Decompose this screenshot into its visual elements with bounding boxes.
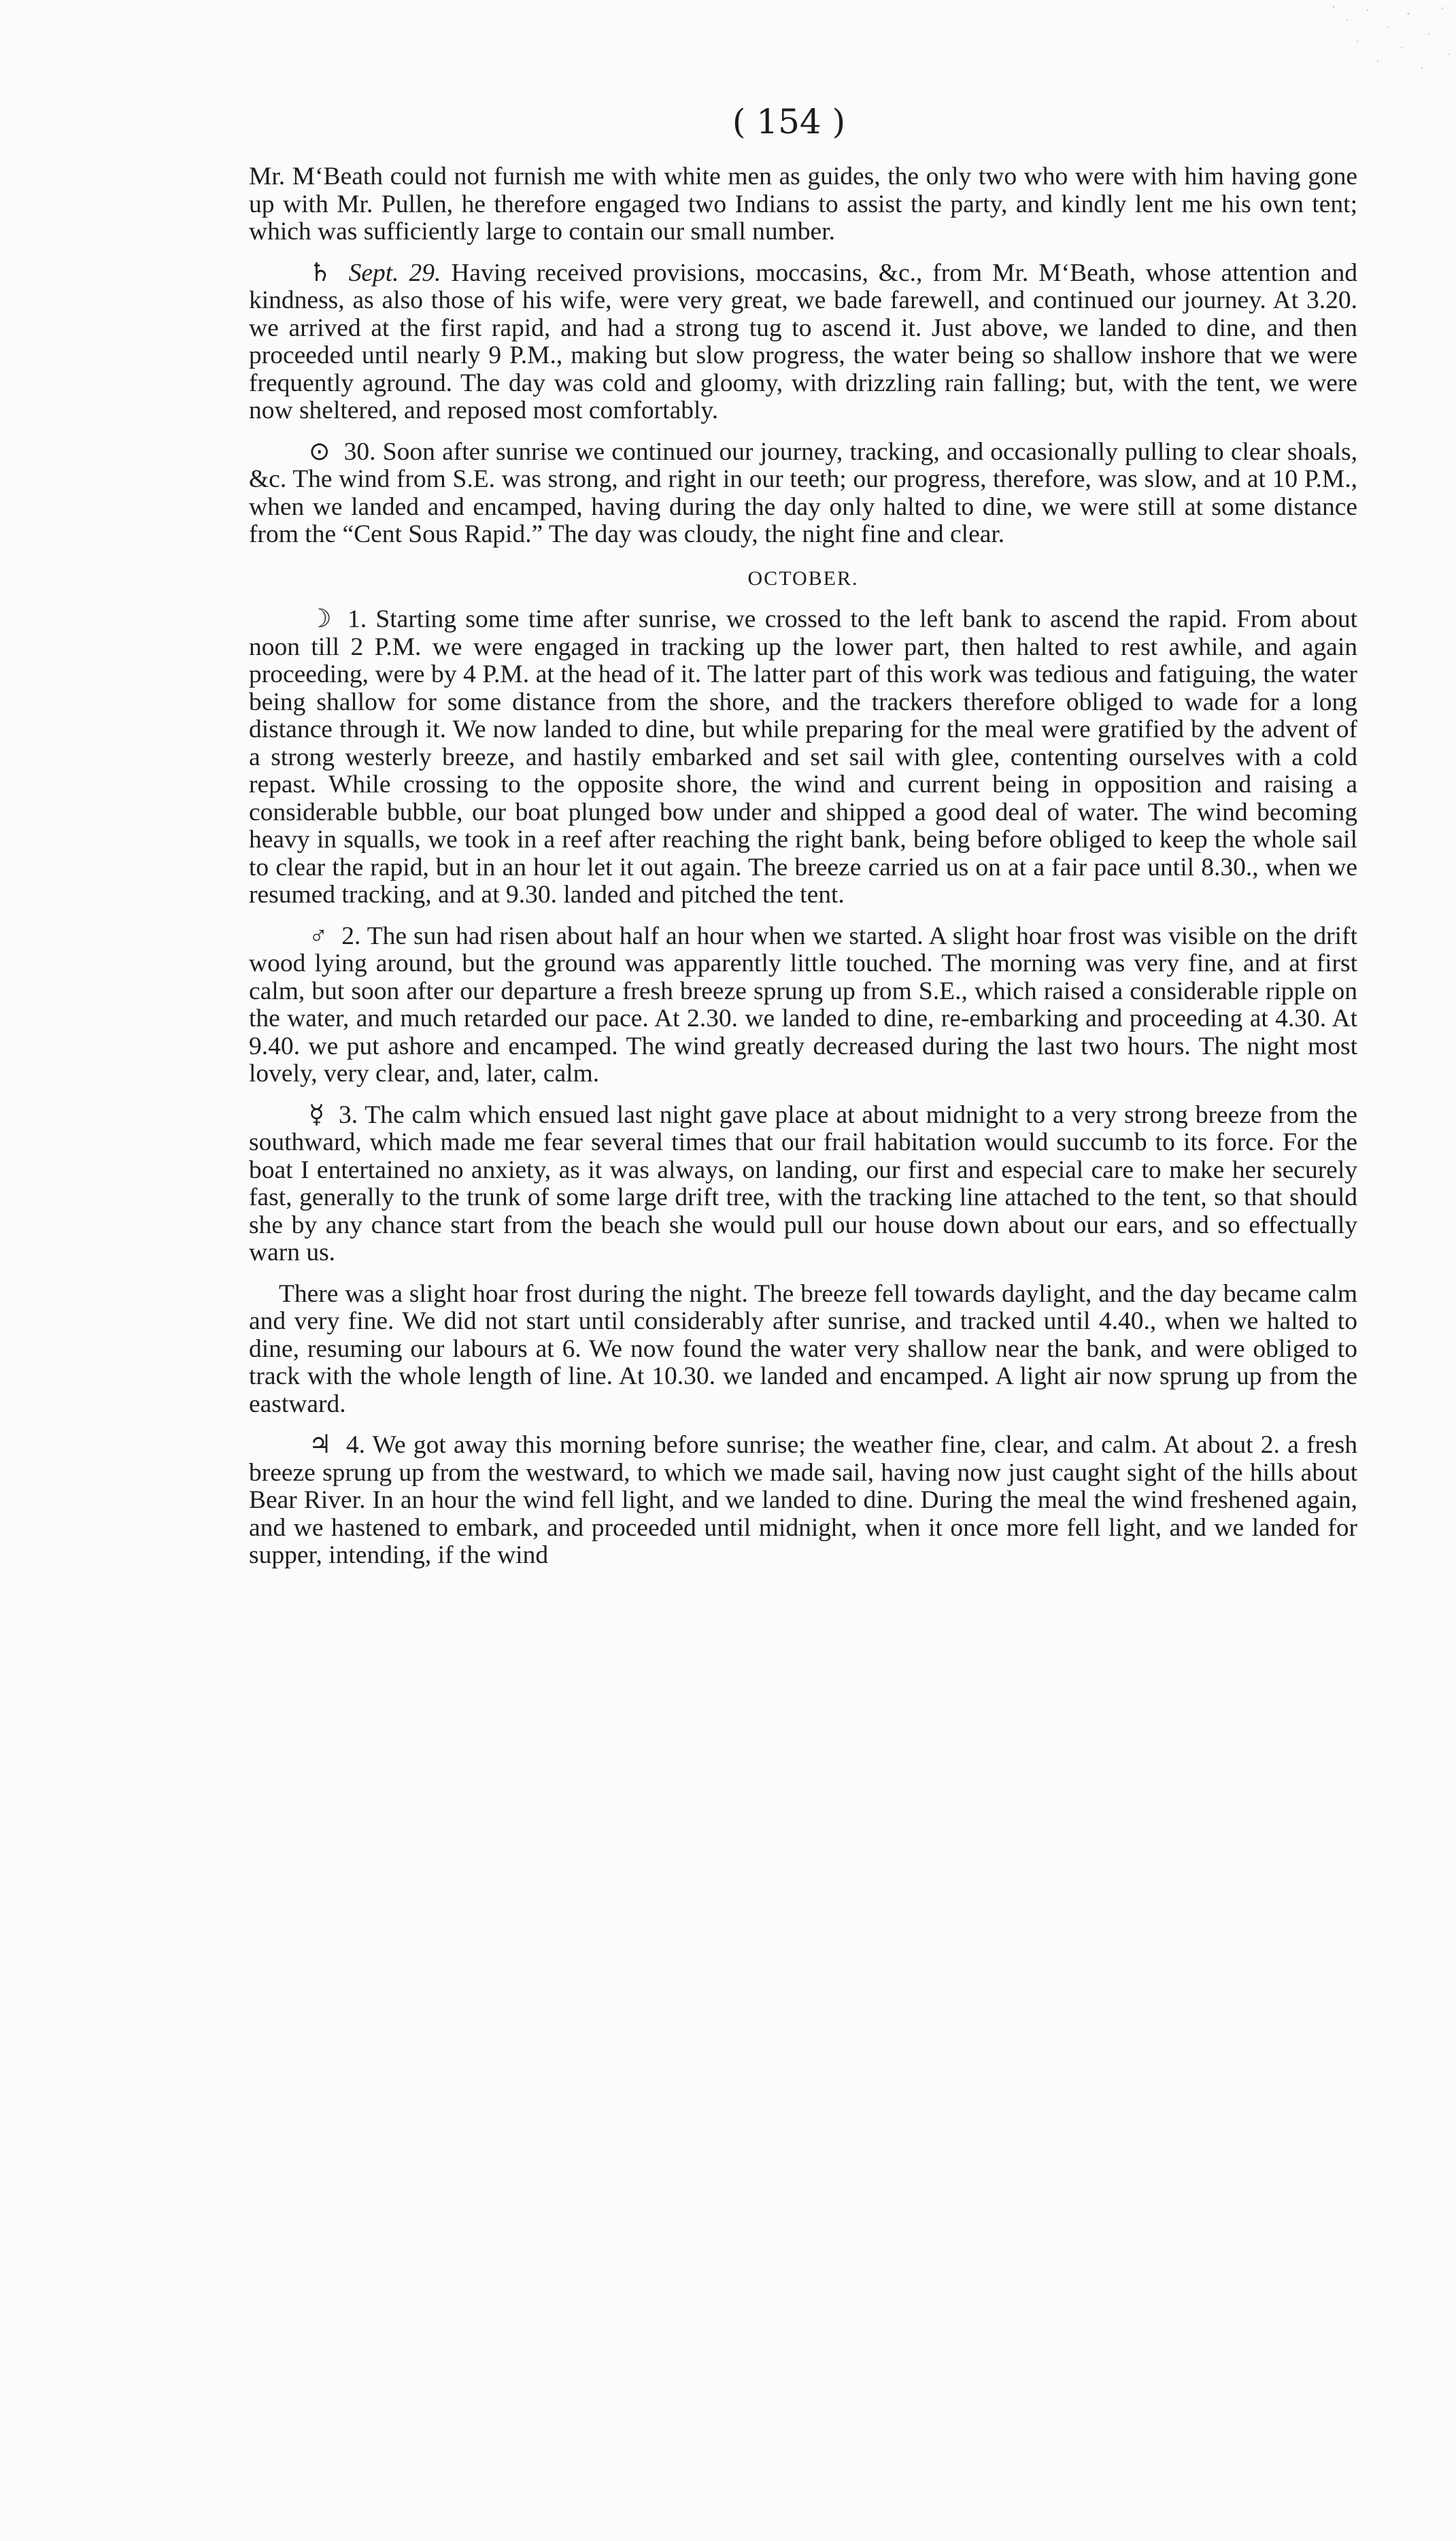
entry-date: 3. bbox=[338, 1100, 358, 1129]
paragraph-1 bbox=[249, 163, 1357, 246]
paragraph-text: We got away this morning before sunrise; the weather fine, clear, and calm. At about 2. a fresh breeze sprung up from the westward, to which we made sail, having now just caught sight of the hills about Bear River. In an hour the wind fell light, and we landed to dine. During the meal the wind freshened again, and we hastened to embark, and proceeded until midnight, when it once more fell light, and we landed for supper, intending, if the wind bbox=[249, 1431, 1357, 1569]
moon-day-symbol: ☽ bbox=[309, 605, 332, 633]
paragraph-text: The sun had risen about half an hour when we started. A slight hoar frost was visible on the drift wood lying around, but the ground was apparently little touched. The morning was very fine, and at first calm, but soon after our departure a fresh breeze sprung up from S.E., which raised a considerable ripple on the water, and much retarded our pace. At 2.30. we landed to dine, re-embarking and proceeding at 4.30. At 9.40. we put ashore and encamped. The wind greatly decreased during the last two hours. The night most lovely, very clear, and, later, calm. bbox=[249, 922, 1357, 1088]
paragraph-8 bbox=[249, 1432, 1357, 1570]
mercury-day-symbol: ☿ bbox=[309, 1100, 325, 1129]
paragraph-5 bbox=[249, 923, 1357, 1088]
scan-speckle-decoration bbox=[1320, 0, 1456, 95]
jupiter-day-symbol: ♃ bbox=[309, 1431, 332, 1459]
paragraph-7 bbox=[249, 1281, 1357, 1419]
paragraph-text: Having received provisions, moccasins, &c., from Mr. M‘Beath, whose attention and kindness, as also those of his wife, were very great, we bade farewell, and continued our journey. At 3.20. we arrived at the first rapid, and had a strong tug to ascend it. Just above, we landed to dine, and then proceeded until nearly 9 P.M., making but slow progress, the water being so shallow inshore that we were frequently aground. The day was cold and gloomy, with drizzling rain falling; but, with the tent, we were now sheltered, and reposed most comfortably. bbox=[249, 258, 1358, 424]
paragraph-text: There was a slight hoar frost during the night. The breeze fell towards daylight, and the day became calm and very fine. We did not start until considerably after sunrise, and tracked until 4.40., when we halted to dine, resuming our labours at 6. We now found the water very shallow near the bank, and were obliged to track with the whole length of line. At 10.30. we landed and encamped. A light air now sprung up from the eastward. bbox=[249, 1279, 1357, 1418]
paragraph-4 bbox=[249, 606, 1357, 909]
paragraph-text: Mr. M‘Beath could not furnish me with white men as guides, the only two who were with him having gone up with Mr. Pullen, he therefore engaged two Indians to assist the party, and kindly lent me his own tent; which was sufficiently large to contain our small number. bbox=[249, 163, 1357, 246]
entry-date: 30. bbox=[343, 437, 376, 466]
page-number: ( 154 ) bbox=[732, 102, 846, 141]
entry-date: 2. bbox=[341, 922, 361, 950]
mars-day-symbol: ♂ bbox=[309, 922, 328, 950]
paragraph-text: The calm which ensued last night gave place at about midnight to a very strong breeze from the southward, which made me fear several times that our frail habitation would succumb to its force. For the boat I entertained no anxiety, as it was always, on landing, our first and especial care to make her securely fast, generally to the trunk of some large drift tree, with the tracking line attached to the tent, so that should she by any chance start from the beach she would pull our house down about our ears, and so effectually warn us. bbox=[249, 1100, 1358, 1266]
paragraph-6 bbox=[249, 1102, 1357, 1267]
entry-date: 1. bbox=[347, 605, 367, 633]
paragraph-3 bbox=[249, 439, 1357, 549]
entry-date: Sept. 29. bbox=[348, 258, 441, 287]
paragraph-2 bbox=[249, 260, 1357, 425]
entry-date: 4. bbox=[345, 1431, 365, 1459]
paragraph-text: Soon after sunrise we continued our journey, tracking, and occasionally pulling to clear shoals, &c. The wind from S.E. was strong, and right in our teeth; our progress, therefore, was slow, and at 10 P.M., when we landed and encamped, having during the day only halted to dine, we were still at some distance from the “Cent Sous Rapid.” The day was cloudy, the night fine and clear. bbox=[249, 437, 1358, 548]
paragraph-text: Starting some time after sunrise, we crossed to the left bank to ascend the rapid. From about noon till 2 P.M. we were engaged in tracking up the lower part, then halted to rest awhile, and again proceeding, were by 4 P.M. at the head of it. The latter part of this work was tedious and fatiguing, the water being shallow for some distance from the shore, and the trackers therefore obliged to wade for a long distance through it. We now landed to dine, but while preparing for the meal were gratified by the advent of a strong westerly breeze, and hastily embarked and set sail with glee, contenting ourselves with a cold repast. While crossing to the opposite shore, the wind and current being in opposition and raising a considerable bubble, our boat plunged bow under and shipped a good deal of water. The wind becoming heavy in squalls, we took in a reef after reaching the right bank, being before obliged to keep the whole sail to clear the rapid, but in an hour let it out again. The breeze carried us on at a fair pace until 8.30., when we resumed tracking, and at 9.30. landed and pitched the tent. bbox=[249, 605, 1358, 909]
sun-day-symbol: ⊙ bbox=[309, 437, 331, 466]
saturn-day-symbol: ♄ bbox=[309, 258, 332, 287]
month-heading: OCTOBER. bbox=[747, 567, 859, 590]
body-text bbox=[249, 163, 1357, 1583]
